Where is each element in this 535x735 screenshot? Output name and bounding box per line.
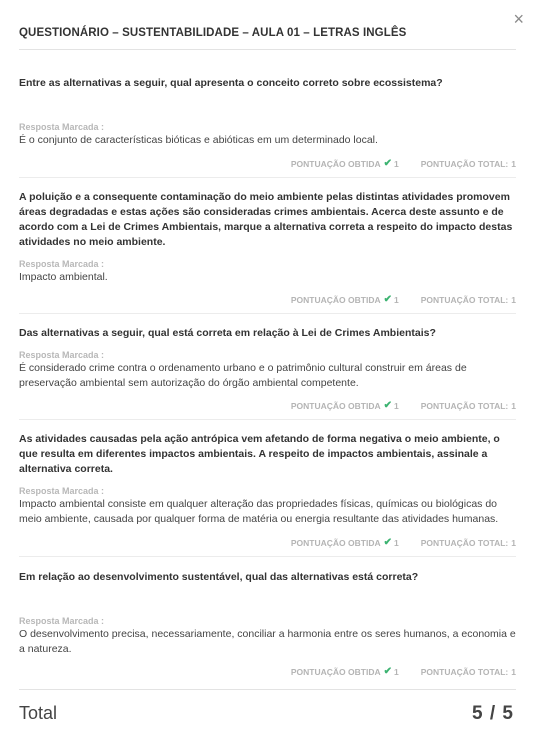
- question-divider: [19, 177, 516, 178]
- question-text: Em relação ao desenvolvimento sustentável, qual das alternativas está correta?: [19, 571, 419, 583]
- score-row: [291, 400, 516, 411]
- score-total-value: 1: [511, 158, 516, 169]
- total-score: 5 / 5: [472, 703, 514, 724]
- question-text: Das alternativas a seguir, qual está correta em relação à Lei de Crimes Ambientais?: [19, 327, 436, 339]
- score-row: [291, 666, 516, 677]
- score-obtained-label: PONTUAÇÃO OBTIDA: [290, 400, 381, 411]
- question-item: [19, 76, 516, 169]
- total-label: Total: [19, 703, 58, 723]
- question-divider: [19, 419, 516, 420]
- question-item: [19, 326, 516, 411]
- score-obtained-label: PONTUAÇÃO OBTIDA: [290, 537, 381, 548]
- answer-label: Resposta Marcada :: [19, 350, 105, 360]
- score-total-label: PONTUAÇÃO TOTAL:: [420, 158, 509, 169]
- score-total-label: PONTUAÇÃO TOTAL:: [420, 537, 509, 548]
- question-item: [19, 432, 516, 548]
- question-text: As atividades causadas pela ação antrópica vem afetando de forma negativa o meio ambiente, o que resulta em diferentes impactos ambientais. A respeito de impactos ambientais, assinale a alternativa correta.: [19, 433, 500, 475]
- answer-text: É o conjunto de características bióticas e abióticas em um determinado local.: [19, 134, 378, 146]
- score-obtained-value: 1: [394, 400, 399, 411]
- close-icon[interactable]: ×: [513, 9, 524, 29]
- title-divider: [19, 49, 516, 50]
- score-obtained-value: 1: [394, 294, 399, 305]
- score-total-label: PONTUAÇÃO TOTAL:: [420, 294, 509, 305]
- score-obtained-label: PONTUAÇÃO OBTIDA: [290, 158, 381, 169]
- question-text: Entre as alternativas a seguir, qual apresenta o conceito correto sobre ecossistema?: [19, 77, 443, 89]
- question-item: [19, 570, 516, 677]
- score-total-label: PONTUAÇÃO TOTAL:: [420, 666, 509, 677]
- answer-text: Impacto ambiental.: [19, 271, 108, 283]
- score-row: [291, 537, 516, 548]
- check-icon: ✔: [383, 666, 393, 677]
- score-row: [291, 158, 516, 169]
- score-total-label: PONTUAÇÃO TOTAL:: [420, 400, 509, 411]
- question-divider: [19, 556, 516, 557]
- answer-text: O desenvolvimento precisa, necessariamente, conciliar a harmonia entre os seres humanos, a economia e a natureza.: [19, 628, 516, 655]
- score-obtained-value: 1: [394, 158, 399, 169]
- check-icon: ✔: [383, 294, 393, 305]
- score-total-value: 1: [511, 294, 516, 305]
- answer-label: Resposta Marcada :: [19, 122, 105, 132]
- score-obtained-label: PONTUAÇÃO OBTIDA: [290, 666, 381, 677]
- question-item: [19, 190, 516, 305]
- score-row: [291, 294, 516, 305]
- score-obtained-value: 1: [394, 537, 399, 548]
- score-total-value: 1: [511, 400, 516, 411]
- check-icon: ✔: [383, 158, 393, 169]
- answer-label: Resposta Marcada :: [19, 486, 105, 496]
- score-total-value: 1: [511, 666, 516, 677]
- answer-text: Impacto ambiental consiste em qualquer alteração das propriedades físicas, químicas ou biológicas do meio ambiente, causada por qualquer forma de matéria ou energia resultante das atividades humanas.: [19, 498, 499, 525]
- answer-label: Resposta Marcada :: [19, 259, 105, 269]
- answer-text: É considerado crime contra o ordenamento urbano e o patrimônio cultural construir em áreas de preservação ambiental sem autorização do órgão ambiental competente.: [19, 362, 467, 389]
- score-total-value: 1: [511, 537, 516, 548]
- question-divider: [19, 313, 516, 314]
- score-obtained-label: PONTUAÇÃO OBTIDA: [290, 294, 381, 305]
- modal-title: QUESTIONÁRIO – SUSTENTABILIDADE – AULA 01 – LETRAS INGLÊS: [19, 27, 407, 39]
- check-icon: ✔: [383, 400, 393, 411]
- question-text: A poluição e a consequente contaminação do meio ambiente pelas distintas atividades promovem áreas degradadas e estas ações são consideradas crimes ambientais. Acerca deste assunto e de acordo com a Lei de Crimes Ambientais, marque a alternativa correta a respeito do impacto destas atividades no meio ambiente.: [19, 191, 513, 248]
- footer-divider: [19, 689, 516, 690]
- score-obtained-value: 1: [394, 666, 399, 677]
- check-icon: ✔: [383, 537, 393, 548]
- answer-label: Resposta Marcada :: [19, 616, 105, 626]
